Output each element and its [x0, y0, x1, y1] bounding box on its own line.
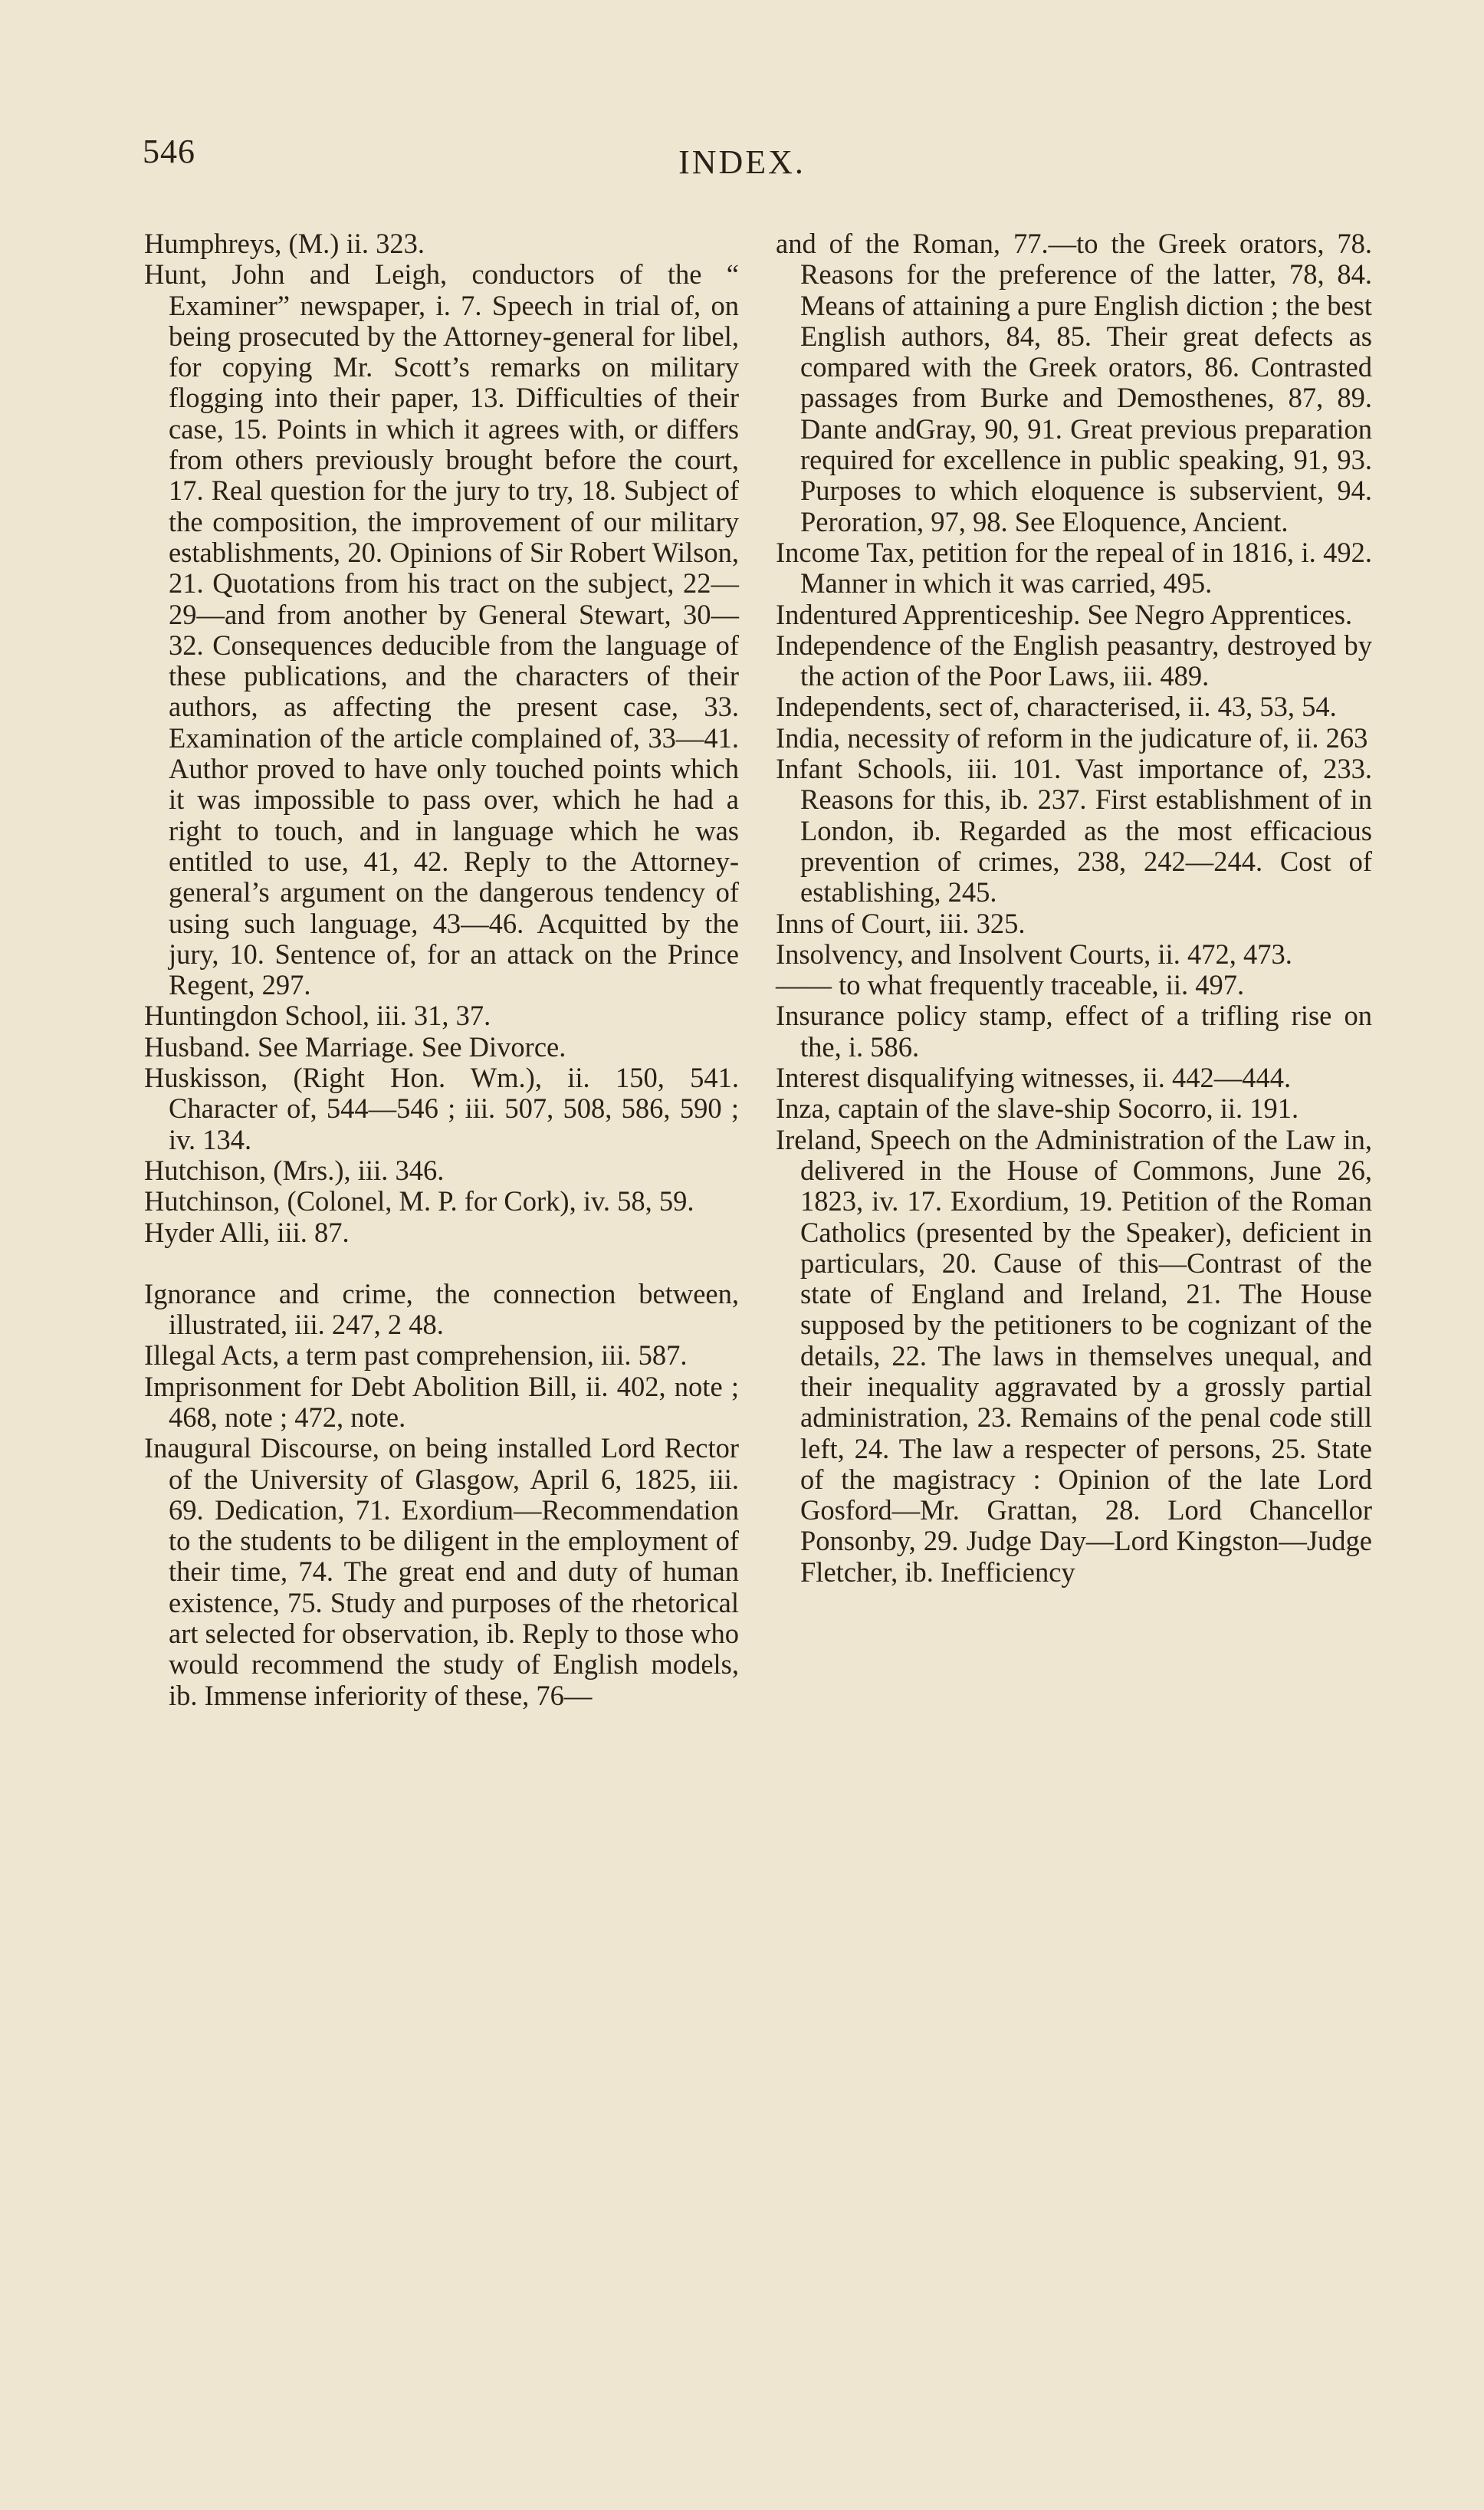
index-entry: Insolvency, and Insolvent Courts, ii. 472, 473.: [776, 938, 1292, 970]
index-entry-continued: and of the Roman, 77.—to the Greek orators, 78. Reasons for the preference of the latter, 78, 84. Means of attaining a pure English diction ; the best English authors, 84, 85. Their great defects as compared with the Greek orators, 86. Contrasted passages from Burke and Demosthenes, 87, 89. Dante andGray, 90, 91. Great previous preparation required for excellence in public speaking, 91, 93. Purposes to which eloquence is subservient, 94. Peroration, 97, 98. See Eloquence, Ancient.: [776, 228, 1372, 537]
index-entry: Humphreys, (M.) ii. 323.: [144, 228, 425, 259]
page-number: 546: [143, 133, 195, 170]
index-entry: Income Tax, petition for the repeal of in 1816, i. 492. Manner in which it was carried, 495.: [776, 536, 1372, 600]
index-entry: Inns of Court, iii. 325.: [776, 907, 1026, 939]
index-entry: Huntingdon School, iii. 31, 37.: [144, 1000, 491, 1032]
index-entry: Huskisson, (Right Hon. Wm.), ii. 150, 541. Character of, 544—546 ; iii. 507, 508, 586, 590 ; iv. 134.: [144, 1062, 739, 1155]
index-entry: Interest disqualifying witnesses, ii. 442—444.: [776, 1062, 1292, 1094]
index-entry: Independence of the English peasantry, destroyed by the action of the Poor Laws, iii. 489.: [776, 629, 1372, 692]
index-entry-heading: Ireland, Speech on the Administration of the Law in, delivered in the House of Commons, June 26, 1823, iv. 17. Exordium, 19. Petition of the Roman Catholics (presented by the Speaker), deficient in particulars, 20. Cause of this—Contrast of the state of England and Ireland, 21. The House supposed by the petitioners to be cognizant of the details, 22. The laws in themselves unequal, and their inequality aggravated by a grossly partial administration, 23. Remains of the penal code still left, 24. The law a respecter of persons, 25. State of the magistracy : Opinion of the late Lord Gosford—Mr. Grattan, 28. Lord Chancellor Ponsonby, 29. Judge Day—Lord Kingston—Judge Fletcher, ib. Inefficiency: [776, 1123, 1372, 1588]
index-entry: —— to what frequently traceable, ii. 497.: [776, 969, 1245, 1001]
index-entry: Hutchison, (Mrs.), iii. 346.: [144, 1154, 445, 1186]
right-column: [776, 228, 1372, 1588]
index-entry: Independents, sect of, characterised, ii. 43, 53, 54.: [776, 691, 1337, 723]
index-entry: Hyder Alli, iii. 87.: [144, 1216, 350, 1248]
index-entry: Hutchinson, (Colonel, M. P. for Cork), iv. 58, 59.: [144, 1185, 694, 1217]
index-entry-heading: Inaugural Discourse, on being installed Lord Rector of the University of Glasgow, April 6, 1825, iii. 69. Dedication, 71. Exordium—Recommendation to the students to be diligent in the employment of their time, 74. The great end and duty of human existence, 75. Study and purposes of the rhetorical art selected for observation, ib. Reply to those who would recommend the study of English models, ib. Immense inferiority of these, 76—: [144, 1432, 740, 1711]
index-entry: Inza, captain of the slave-ship Socorro, ii. 191.: [776, 1092, 1299, 1125]
index-entry: Ignorance and crime, the connection between, illustrated, iii. 247, 2 48.: [144, 1277, 739, 1341]
running-head: INDEX.: [678, 143, 806, 181]
index-entry: Indentured Apprenticeship. See Negro Apprentices.: [776, 598, 1353, 630]
index-entry: Husband. See Marriage. See Divorce.: [144, 1030, 566, 1063]
index-entry: Imprisonment for Debt Abolition Bill, ii. 402, note ; 468, note ; 472, note.: [144, 1370, 739, 1433]
left-column: [144, 228, 739, 1711]
index-entry: Insurance policy stamp, effect of a trifling rise on the, i. 586.: [776, 1000, 1372, 1063]
index-entry: Illegal Acts, a term past comprehension, iii. 587.: [144, 1339, 688, 1372]
index-entry: Hunt, John and Leigh, conductors of the “ Examiner” newspaper, i. 7. Speech in trial of, on being prosecuted by the Attorney-general for libel, for copying Mr. Scott’s remarks on military flogging into their paper, 13. Difficulties of their case, 15. Points in which it agrees with, or differs from others previously brought before the court, 17. Real question for the jury to try, 18. Subject of the composition, the improvement of our military establishments, 20. Opinions of Sir Robert Wilson, 21. Quotations from his tract on the subject, 22—29—and from another by General Stewart, 30—32. Consequences deducible from the language of these publications, and the characters of their authors, as affecting the present case, 33. Examination of the article complained of, 33—41. Author proved to have only touched points which it was impossible to pass over, which he had a right to touch, and in language which he was entitled to use, 41, 42. Reply to the Attorney-general’s argument on the dangerous tendency of using such language, 43—46. Acquitted by the jury, 10. Sentence of, for an attack on the Prince Regent, 297.: [144, 258, 739, 1001]
index-entry: India, necessity of reform in the judicature of, ii. 263: [776, 721, 1368, 754]
index-entry: Infant Schools, iii. 101. Vast importance of, 233. Reasons for this, ib. 237. First establishment of in London, ib. Regarded as the most efficacious prevention of crimes, 238, 242—244. Cost of establishing, 245.: [776, 753, 1372, 908]
